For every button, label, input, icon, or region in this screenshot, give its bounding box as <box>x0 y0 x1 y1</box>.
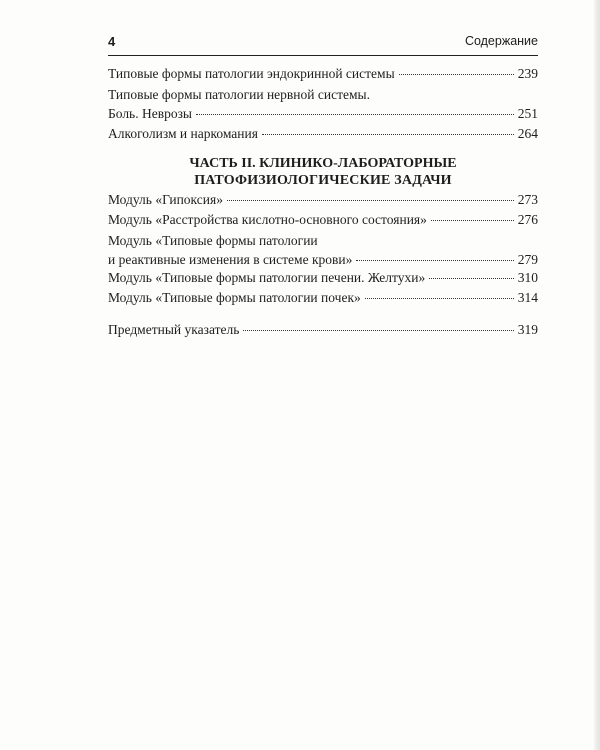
toc-entry-page: 264 <box>517 126 538 141</box>
toc-entry-acid-base[interactable] <box>108 210 538 229</box>
section-heading-line1: ЧАСТЬ II. КЛИНИКО-ЛАБОРАТОРНЫЕ <box>189 156 457 171</box>
toc-entry-title: Модуль «Типовые формы патологии почек» <box>108 290 361 305</box>
dot-leader <box>429 278 514 279</box>
running-head: Содержание <box>464 34 538 48</box>
toc-entry-page: 273 <box>517 192 538 207</box>
toc-entry-title: Типовые формы патологии эндокринной системы <box>108 66 395 81</box>
dot-leader <box>356 260 513 261</box>
toc-entry-alcoholism[interactable] <box>108 124 538 143</box>
dot-leader <box>431 220 514 221</box>
dot-leader <box>196 114 514 115</box>
dot-leader <box>365 298 514 299</box>
toc-entry-hypoxia[interactable] <box>108 190 538 209</box>
section-heading <box>108 155 538 189</box>
toc-entry-title: Алкоголизм и наркомания <box>108 126 258 141</box>
dot-leader <box>227 200 514 201</box>
toc-entry-page: 276 <box>517 212 538 227</box>
toc-entry-kidneys[interactable] <box>108 288 538 307</box>
toc-entry-page: 251 <box>517 106 538 121</box>
toc-entry-title-line1: Модуль «Типовые формы патологии <box>108 233 318 248</box>
toc-entry-page: 319 <box>517 322 538 337</box>
dot-leader <box>399 74 514 75</box>
toc-entry-title: Модуль «Гипоксия» <box>108 192 223 207</box>
toc-entry-page: 279 <box>517 252 538 267</box>
toc-entry-title: Модуль «Расстройства кислотно-основного состояния» <box>108 212 427 227</box>
toc-entry-title-line2: Боль. Неврозы <box>108 106 192 121</box>
toc-entry-page: 314 <box>517 290 538 305</box>
toc-entry-nervous[interactable] <box>108 85 538 123</box>
toc-entry-liver-jaundice[interactable] <box>108 268 538 287</box>
page-header <box>108 34 538 52</box>
header-rule <box>108 55 538 56</box>
toc-entry-page: 310 <box>517 270 538 285</box>
dot-leader <box>262 134 514 135</box>
toc-entry-title: Модуль «Типовые формы патологии печени. Желтухи» <box>108 270 426 285</box>
page-number: 4 <box>108 34 116 49</box>
toc-entry-title-line1: Типовые формы патологии нервной системы. <box>108 87 370 102</box>
toc-entry-title: Предметный указатель <box>108 322 240 337</box>
page-edge-shadow <box>594 0 600 750</box>
toc-entry-endocrine[interactable] <box>108 64 538 83</box>
toc-entry-page: 239 <box>517 66 538 81</box>
section-heading-line2: ПАТОФИЗИОЛОГИЧЕСКИЕ ЗАДАЧИ <box>194 173 452 188</box>
toc-entry-blood-system[interactable] <box>108 231 538 269</box>
toc-entry-title-line2: и реактивные изменения в системе крови» <box>108 252 353 267</box>
toc-entry-subject-index[interactable] <box>108 320 538 339</box>
dot-leader <box>243 330 513 331</box>
